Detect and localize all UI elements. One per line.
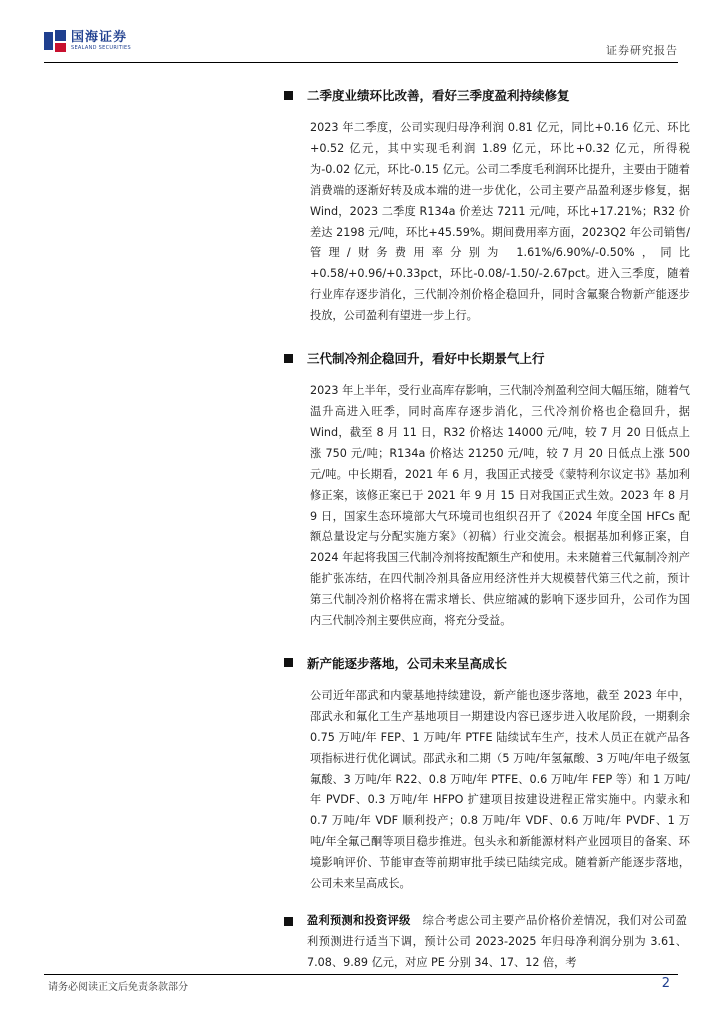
section-title: 二季度业绩环比改善，看好三季度盈利持续修复 — [307, 88, 570, 103]
section-profit-forecast — [285, 911, 690, 974]
section-paragraph: 2023 年二季度，公司实现归母净利润 0.81 亿元，同比+0.16 亿元、环比+0.52 亿元，其中实现毛利润 1.89 亿元，环比+0.32 亿元，所得税为-0.02 亿元，环比-0.15 亿元。公司二季度毛利润环比提升，主要由于随着消费端的逐渐好转及成本端的进一步优化，公司主要产品盈利逐步修复，据 Wind，2023 二季度 R134a 价差达 7211 元/吨，环比+17.21%；R32 价差达 2198 元/吨，环比+45.59%。期间费用率方面，2023Q2 年公司销售/管理/财务费用率分别为 1.61%/6.90%/-0.50%，同比+0.58/+0.96/+0.33pct，环比-0.08/-1.50/-2.67pct。进入三季度，随着行业库存逐步消化，三代制冷剂价格企稳回升，同时含氟聚合物新产能逐步投放，公司盈利有望进一步上行。 — [310, 121, 690, 323]
logo-icon — [44, 30, 66, 52]
profit-forecast-text: 综合考虑公司主要产品价格价差情况，我们对公司盈利预测进行适当下调，预计公司 2023-2025 年归母净利润分别为 3.61、7.08、9.89 亿元，对应 PE 分别 34、17、12 倍，考 — [307, 914, 687, 969]
profit-forecast-heading: 盈利预测和投资评级 — [307, 914, 411, 927]
page-number: 2 — [661, 976, 670, 991]
company-logo — [44, 30, 131, 52]
section-paragraph: 公司近年邵武和内蒙基地持续建设，新产能也逐步落地，截至 2023 年中，邵武永和氟化工生产基地项目一期建设内容已逐步进入收尾阶段，一期剩余 0.75 万吨/年 FEP、1 万吨/年 PTFE 陆续试车生产，技术人员正在就产品各项指标进行优化调试。邵武永和二期（5 万吨/年氢氟酸、3 万吨/年电子级氢氟酸、3 万吨/年 R22、0.8 万吨/年 PTFE、0.6 万吨/年 FEP 等）和 1 万吨/年 PVDF、0.3 万吨/年 HFPO 扩建项目按建设进程正常实施中。内蒙永和 0.7 万吨/年 VDF 顺利投产；0.8 万吨/年 VDF、0.6 万吨/年 PVDF、1 万吨/年全氟己酮等项目稳步推进。包头永和新能源材料产业园项目的备案、环境影响评价、节能审查等前期审批手续已陆续完成。随着新产能逐步落地，公司未来呈高成长。 — [310, 688, 690, 891]
report-type-label: 证券研究报告 — [606, 44, 678, 57]
square-bullet-icon — [284, 917, 293, 926]
header-divider — [44, 62, 678, 63]
section-title: 新产能逐步落地，公司未来呈高成长 — [307, 655, 508, 671]
square-bullet-icon — [284, 91, 293, 100]
section-refrigerant-outlook — [285, 347, 690, 632]
report-body — [285, 78, 690, 974]
square-bullet-icon — [284, 354, 293, 363]
section-title: 三代制冷剂企稳回升，看好中长期景气上行 — [307, 351, 545, 367]
section-paragraph: 2023 年上半年，受行业高库存影响，三代制冷剂盈利空间大幅压缩，随着气温升高进入旺季，同时高库存逐步消化，三代冷剂价格也企稳回升，据 Wind，截至 8 月 11 日，R32 价格达 14000 元/吨，较 7 月 20 日低点上涨 750 元/吨；R134a 价格达 21250 元/吨，较 7 月 20 日低点上涨 500 元/吨。中长期看，2021 年 6 月，我国正式接受《蒙特利尔议定书》基加利修正案，该修正案已于 2021 年 9 月 15 日对我国正式生效。2023 年 8 月 9 日，国家生态环境部大气环境司也组织召开了《2024 年度全国 HFCs 配额总量设定与分配实施方案》（初稿）行业交流会。根据基加利修正案，自 2024 年起将我国三代制冷剂将按配额生产和使用。未来随着三代氟制冷剂产能扩张冻结，在四代制冷剂具备应用经济性并大规模替代第三代之前，预计第三代制冷剂价格将在需求增长、供应缩减的影响下逐步回升，公司作为国内三代制冷剂主要供应商，将充分受益。 — [310, 384, 690, 628]
footer-divider — [44, 974, 678, 975]
section-q2-performance — [285, 84, 690, 327]
disclaimer-note: 请务必阅读正文后免责条款部分 — [48, 982, 188, 993]
section-new-capacity — [285, 652, 690, 895]
logo-name-cn: 国海证券 — [71, 30, 128, 45]
logo-name-en: SEALAND SECURITIES — [71, 45, 131, 51]
square-bullet-icon — [284, 658, 293, 667]
